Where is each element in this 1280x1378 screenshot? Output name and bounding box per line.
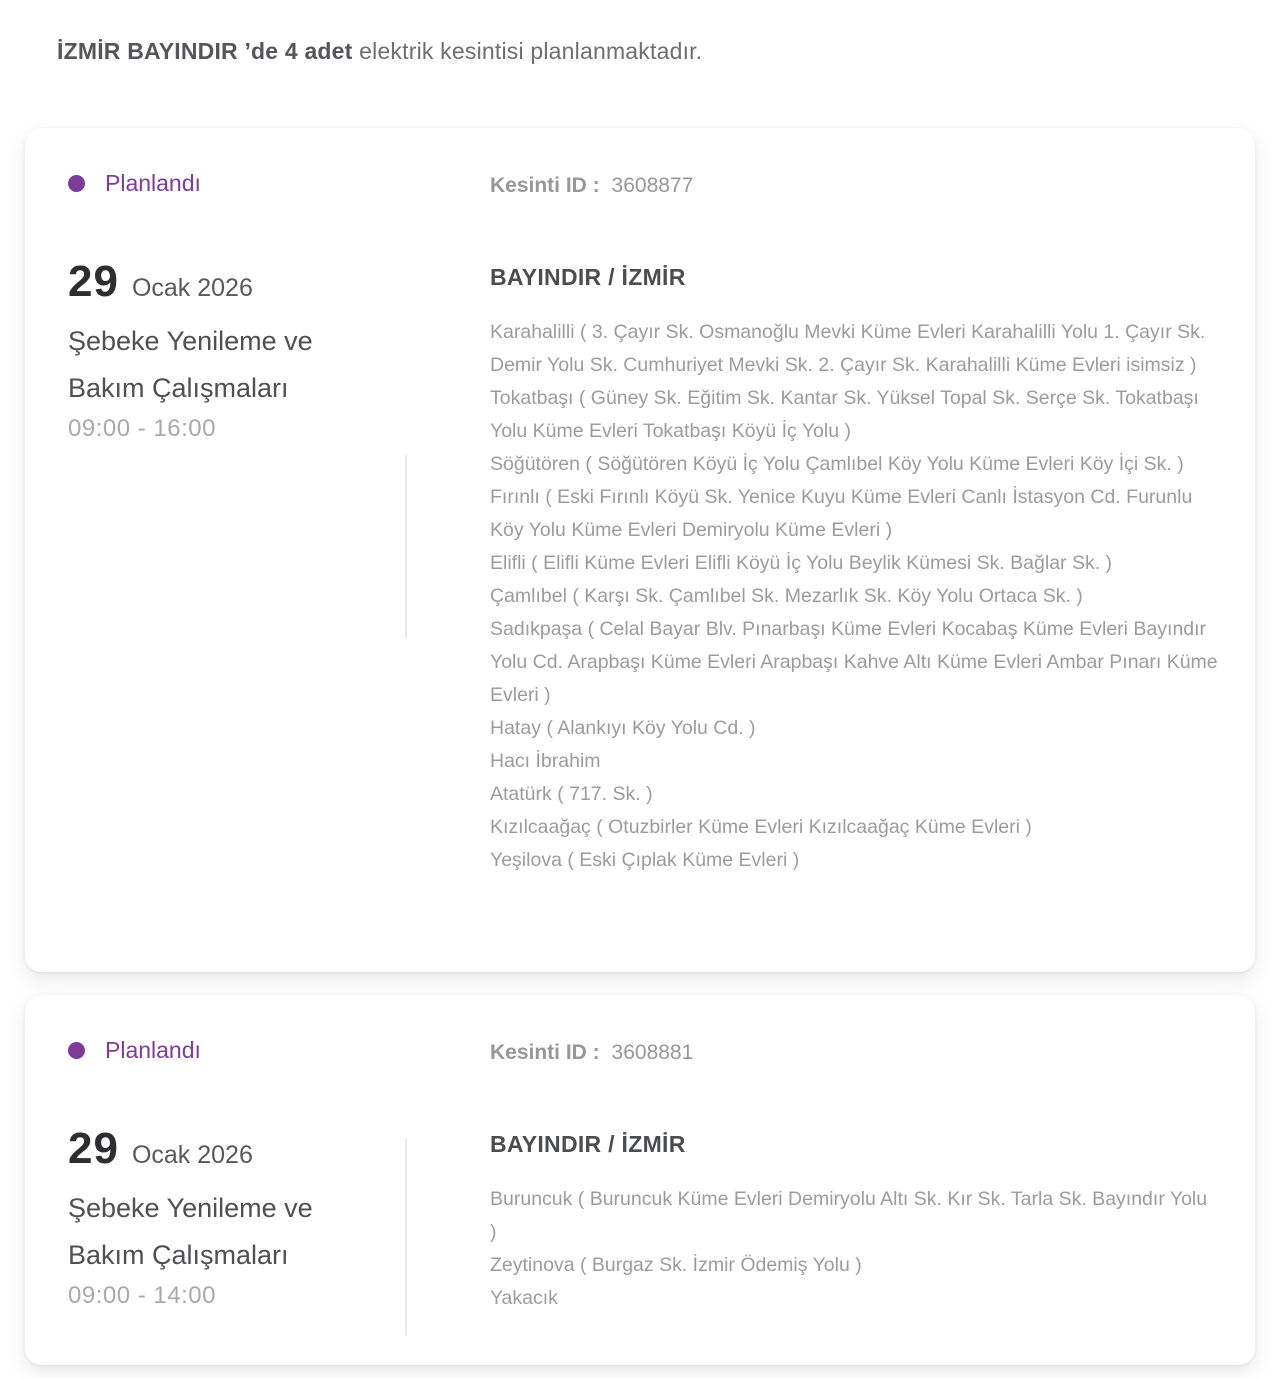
time-range: 09:00 - 16:00 — [68, 415, 216, 442]
area-item: Çamlıbel ( Karşı Sk. Çamlıbel Sk. Mezarlık Sk. Köy Yolu Ortaca Sk. ) — [490, 585, 1083, 607]
outage-date — [68, 1124, 408, 1173]
outage-card — [25, 995, 1255, 1365]
area-list — [490, 1183, 1218, 1315]
page-title — [57, 38, 702, 65]
area-item: Yakacık — [490, 1287, 558, 1309]
area-list — [490, 316, 1218, 877]
page-title-bold: İZMİR BAYINDIR ’de 4 adet — [57, 38, 353, 64]
outage-date — [68, 257, 408, 306]
outage-day: 29 — [68, 257, 119, 306]
column-divider — [405, 1138, 407, 1336]
outage-id-label: Kesinti ID : — [490, 1041, 600, 1064]
work-type-title: Şebeke Yenileme ve Bakım Çalışmaları — [68, 1193, 313, 1270]
area-item: Hacı İbrahim — [490, 750, 601, 772]
outage-summary — [68, 257, 408, 443]
outage-detail — [490, 1131, 1218, 1315]
status-badge — [68, 1037, 201, 1064]
outage-id-value: 3608881 — [611, 1041, 694, 1064]
area-item: Elifli ( Elifli Küme Evleri Elifli Köyü İç Yolu Beylik Kümesi Sk. Bağlar Sk. ) — [490, 552, 1113, 574]
area-item: Zeytinova ( Burgaz Sk. İzmir Ödemiş Yolu ) — [490, 1254, 862, 1276]
area-item: Kızılcaağaç ( Otuzbirler Küme Evleri Kızılcaağaç Küme Evleri ) — [490, 816, 1032, 838]
area-item: Atatürk ( 717. Sk. ) — [490, 783, 653, 805]
area-item: Hatay ( Alankıyı Köy Yolu Cd. ) — [490, 717, 756, 739]
page-title-regular: elektrik kesintisi planlanmaktadır. — [352, 38, 703, 64]
status-label: Planlandı — [105, 1037, 201, 1063]
area-item: Söğütören ( Söğütören Köyü İç Yolu Çamlıbel Köy Yolu Küme Evleri Köy İçi Sk. ) — [490, 453, 1184, 475]
outage-summary — [68, 1124, 408, 1310]
status-badge — [68, 170, 201, 197]
area-item: Tokatbaşı ( Güney Sk. Eğitim Sk. Kantar Sk. Yüksel Topal Sk. Serçe Sk. Tokatbaşı Yolu Küme Evleri Tokatbaşı Köyü İç Yolu ) — [490, 387, 1199, 442]
outage-id — [490, 1041, 693, 1065]
outage-id-value: 3608877 — [611, 174, 694, 197]
outage-detail — [490, 264, 1218, 877]
location-title: BAYINDIR / İZMİR — [490, 1131, 686, 1157]
area-item: Buruncuk ( Buruncuk Küme Evleri Demiryolu Altı Sk. Kır Sk. Tarla Sk. Bayındır Yolu ) — [490, 1188, 1208, 1243]
status-dot-icon — [68, 1042, 85, 1059]
outage-id — [490, 174, 693, 198]
outage-card — [25, 128, 1255, 972]
area-item: Yeşilova ( Eski Çıplak Küme Evleri ) — [490, 849, 800, 871]
column-divider — [405, 455, 407, 639]
area-item: Karahalilli ( 3. Çayır Sk. Osmanoğlu Mevki Küme Evleri Karahalilli Yolu 1. Çayır Sk. Demir Yolu Sk. Cumhuriyet Mevki Sk. 2. Çayır Sk. Karahalilli Küme Evleri isimsiz ) — [490, 321, 1206, 376]
location-title: BAYINDIR / İZMİR — [490, 264, 686, 290]
time-range: 09:00 - 14:00 — [68, 1282, 216, 1309]
status-label: Planlandı — [105, 170, 201, 196]
status-dot-icon — [68, 175, 85, 192]
outage-day: 29 — [68, 1124, 119, 1173]
outage-month-year: Ocak 2026 — [131, 1141, 253, 1169]
area-item: Fırınlı ( Eski Fırınlı Köyü Sk. Yenice Kuyu Küme Evleri Canlı İstasyon Cd. Furunlu Köy Yolu Küme Evleri Demiryolu Küme Evleri ) — [490, 486, 1193, 541]
outage-id-label: Kesinti ID : — [490, 174, 600, 197]
area-item: Sadıkpaşa ( Celal Bayar Blv. Pınarbaşı Küme Evleri Kocabaş Küme Evleri Bayındır Yolu Cd. Arapbaşı Küme Evleri Arapbaşı Kahve Altı Küme Evleri Ambar Pınarı Küme Evleri ) — [490, 618, 1218, 706]
work-type-title: Şebeke Yenileme ve Bakım Çalışmaları — [68, 326, 313, 403]
outage-month-year: Ocak 2026 — [131, 274, 253, 302]
